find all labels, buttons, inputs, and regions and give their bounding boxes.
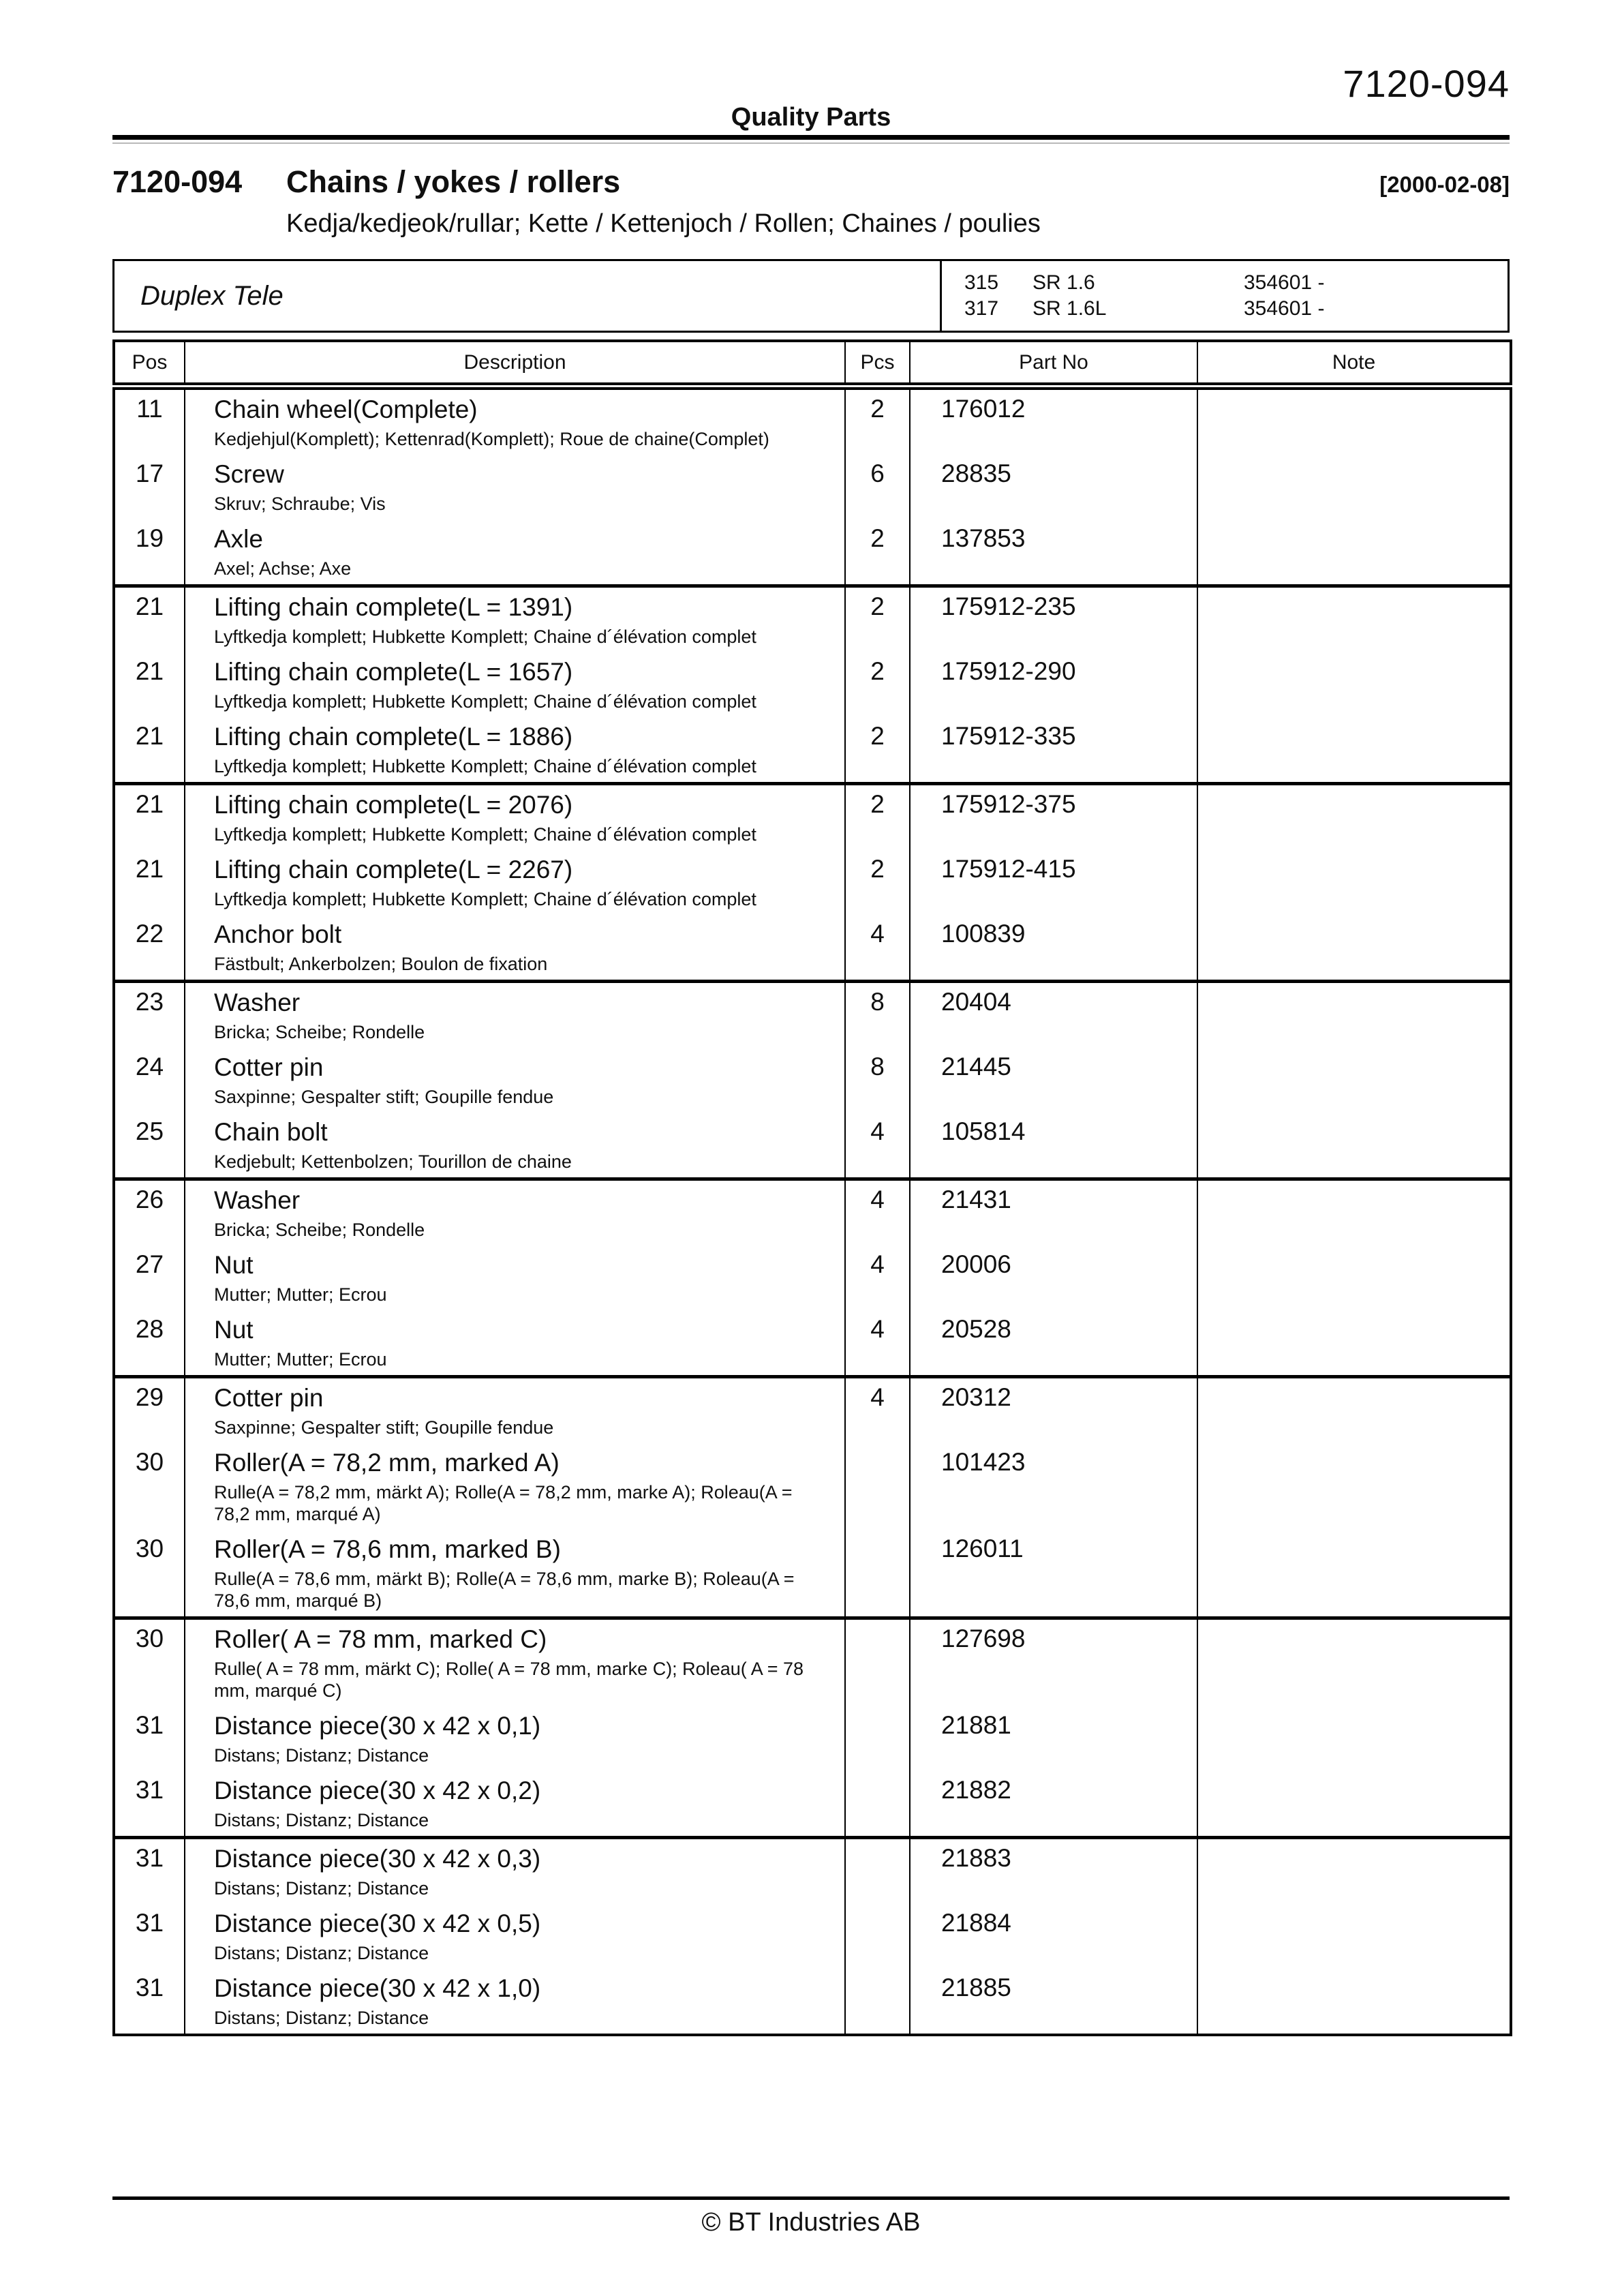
col-header-pos: Pos <box>114 341 185 387</box>
table-row <box>114 519 1511 586</box>
row-desc-cell <box>185 519 845 586</box>
header-rule-shadow <box>112 142 1510 144</box>
table-row <box>114 1618 1511 1707</box>
table-row <box>114 1245 1511 1310</box>
row-description: Lifting chain complete(L = 2267) <box>214 856 573 883</box>
row-partno: 175912-290 <box>910 652 1197 717</box>
row-description: Roller(A = 78,6 mm, marked B) <box>214 1535 561 1563</box>
table-row <box>114 1969 1511 2035</box>
row-note <box>1197 1771 1511 1838</box>
row-subdescription: Bricka; Scheibe; Rondelle <box>214 1022 425 1042</box>
section-title-row <box>112 164 1510 200</box>
model-row <box>964 296 1508 322</box>
row-partno: 21882 <box>910 1771 1197 1838</box>
model-type: SR 1.6L <box>1032 297 1107 320</box>
row-pos: 24 <box>135 1053 164 1081</box>
row-pcs: 4 <box>845 1245 910 1310</box>
row-partno: 21431 <box>910 1179 1197 1246</box>
table-row <box>114 850 1511 915</box>
row-group <box>114 1377 1511 1618</box>
table-row <box>114 982 1511 1048</box>
row-note <box>1197 1443 1511 1530</box>
col-header-note: Note <box>1197 341 1511 387</box>
row-partno: 21445 <box>910 1048 1197 1113</box>
model-code: 317 <box>964 297 999 320</box>
row-desc-cell <box>185 1048 845 1113</box>
row-pos: 21 <box>135 855 164 883</box>
table-row <box>114 1377 1511 1444</box>
row-note <box>1197 1377 1511 1444</box>
table-row <box>114 586 1511 653</box>
row-desc-cell <box>185 717 845 784</box>
page-content <box>112 0 1510 2036</box>
row-note <box>1197 982 1511 1048</box>
row-partno: 127698 <box>910 1618 1197 1707</box>
row-desc-cell <box>185 387 845 455</box>
row-description: Cotter pin <box>214 1384 324 1412</box>
row-subdescription: Kedjehjul(Komplett); Kettenrad(Komplett); Roue de chaine(Complet) <box>214 429 769 449</box>
row-partno: 100839 <box>910 915 1197 982</box>
row-pcs <box>845 1969 910 2035</box>
model-serial: 354601 - <box>1244 271 1325 294</box>
row-desc-cell <box>185 784 845 851</box>
row-description: Washer <box>214 988 301 1016</box>
row-partno: 175912-335 <box>910 717 1197 784</box>
row-pcs <box>845 1904 910 1969</box>
row-subdescription: Lyftkedja komplett; Hubkette Komplett; Chaine d´élévation complet <box>214 824 756 845</box>
row-pos: 17 <box>135 459 164 487</box>
row-description: Nut <box>214 1251 254 1279</box>
row-pos: 31 <box>135 1711 164 1739</box>
section-date: [2000-02-08] <box>1379 172 1510 197</box>
row-note <box>1197 1179 1511 1246</box>
row-subdescription: Saxpinne; Gespalter stift; Goupille fendue <box>214 1087 554 1107</box>
row-description: Washer <box>214 1186 301 1214</box>
row-subdescription: Mutter; Mutter; Ecrou <box>214 1349 387 1370</box>
row-desc-cell <box>185 652 845 717</box>
table-row <box>114 455 1511 519</box>
row-note <box>1197 652 1511 717</box>
row-pos: 25 <box>135 1117 164 1145</box>
row-desc-cell <box>185 1245 845 1310</box>
table-row <box>114 1838 1511 1905</box>
section-subtitle: Kedja/kedjeok/rullar; Kette / Kettenjoch / Rollen; Chaines / poulies <box>286 209 1041 238</box>
section-code: 7120-094 <box>112 164 243 199</box>
row-pcs: 2 <box>845 519 910 586</box>
row-note <box>1197 1245 1511 1310</box>
row-description: Screw <box>214 460 284 488</box>
row-note <box>1197 915 1511 982</box>
row-note <box>1197 1530 1511 1618</box>
model-row <box>964 270 1508 296</box>
row-pos: 31 <box>114 1838 185 1905</box>
row-partno: 137853 <box>910 519 1197 586</box>
table-row <box>114 1113 1511 1179</box>
row-pcs: 4 <box>845 1377 910 1444</box>
row-pos: 21 <box>135 657 164 685</box>
row-pos: 29 <box>114 1377 185 1444</box>
row-group <box>114 784 1511 982</box>
row-desc-cell <box>185 1377 845 1444</box>
row-pcs: 2 <box>845 850 910 915</box>
row-pcs <box>845 1706 910 1771</box>
row-subdescription: Distans; Distanz; Distance <box>214 1745 429 1766</box>
row-note <box>1197 1618 1511 1707</box>
row-note <box>1197 1048 1511 1113</box>
row-partno: 126011 <box>910 1530 1197 1618</box>
row-note <box>1197 1310 1511 1377</box>
page-footer <box>112 2196 1510 2237</box>
row-note <box>1197 387 1511 455</box>
row-desc-cell <box>185 850 845 915</box>
row-pos: 21 <box>114 586 185 653</box>
row-pos: 28 <box>135 1315 164 1343</box>
row-note <box>1197 519 1511 586</box>
row-subdescription: Fästbult; Ankerbolzen; Boulon de fixation <box>214 954 548 974</box>
row-note <box>1197 784 1511 851</box>
row-description: Cotter pin <box>214 1053 324 1081</box>
row-desc-cell <box>185 586 845 653</box>
row-partno: 21884 <box>910 1904 1197 1969</box>
row-pcs: 4 <box>845 1310 910 1377</box>
parts-table <box>112 339 1512 2036</box>
row-partno: 21883 <box>910 1838 1197 1905</box>
row-subdescription: Lyftkedja komplett; Hubkette Komplett; Chaine d´élévation complet <box>214 756 756 776</box>
row-desc-cell <box>185 1706 845 1771</box>
row-description: Distance piece(30 x 42 x 0,5) <box>214 1909 541 1937</box>
row-description: Roller(A = 78,2 mm, marked A) <box>214 1449 560 1477</box>
row-subdescription: Saxpinne; Gespalter stift; Goupille fendue <box>214 1417 554 1438</box>
row-pos: 11 <box>114 387 185 455</box>
row-pos: 31 <box>135 1909 164 1937</box>
row-description: Lifting chain complete(L = 1886) <box>214 723 573 751</box>
row-partno: 176012 <box>910 387 1197 455</box>
row-note <box>1197 850 1511 915</box>
row-pcs: 4 <box>845 1179 910 1246</box>
row-subdescription: Kedjebult; Kettenbolzen; Tourillon de chaine <box>214 1151 572 1172</box>
row-partno: 20006 <box>910 1245 1197 1310</box>
table-row <box>114 1771 1511 1838</box>
row-partno: 20404 <box>910 982 1197 1048</box>
row-note <box>1197 586 1511 653</box>
row-pcs <box>845 1443 910 1530</box>
row-subdescription: Distans; Distanz; Distance <box>214 1810 429 1830</box>
row-desc-cell <box>185 915 845 982</box>
row-note <box>1197 1838 1511 1905</box>
row-desc-cell <box>185 1904 845 1969</box>
row-desc-cell <box>185 1530 845 1618</box>
row-pcs: 2 <box>845 387 910 455</box>
brand-title: Quality Parts <box>731 103 891 132</box>
row-partno: 175912-235 <box>910 586 1197 653</box>
row-partno: 175912-375 <box>910 784 1197 851</box>
row-desc-cell <box>185 1179 845 1246</box>
row-description: Lifting chain complete(L = 2076) <box>214 791 573 819</box>
row-description: Chain wheel(Complete) <box>214 395 478 423</box>
row-group <box>114 1838 1511 2036</box>
row-partno: 21885 <box>910 1969 1197 2035</box>
row-partno: 21881 <box>910 1706 1197 1771</box>
row-subdescription: Distans; Distanz; Distance <box>214 1878 429 1899</box>
row-description: Distance piece(30 x 42 x 0,3) <box>214 1845 541 1873</box>
row-pos: 31 <box>135 1776 164 1804</box>
model-type: SR 1.6 <box>1032 271 1095 294</box>
row-note <box>1197 1904 1511 1969</box>
row-pos: 23 <box>114 982 185 1048</box>
table-row <box>114 1706 1511 1771</box>
row-pcs: 2 <box>845 717 910 784</box>
row-desc-cell <box>185 1443 845 1530</box>
row-pos: 31 <box>135 1974 164 2002</box>
col-header-description: Description <box>185 341 845 387</box>
row-subdescription: Rulle( A = 78 mm, märkt C); Rolle( A = 78 mm, marke C); Roleau( A = 78 mm, marqué C) <box>214 1659 804 1701</box>
row-desc-cell <box>185 1310 845 1377</box>
row-desc-cell <box>185 1771 845 1838</box>
row-desc-cell <box>185 1618 845 1707</box>
row-pcs: 2 <box>845 652 910 717</box>
row-pos: 30 <box>135 1535 164 1562</box>
row-subdescription: Axel; Achse; Axe <box>214 558 352 579</box>
row-partno: 175912-415 <box>910 850 1197 915</box>
copyright-text: © BT Industries AB <box>701 2208 921 2237</box>
table-row <box>114 387 1511 455</box>
header-rule <box>112 135 1510 140</box>
model-list <box>942 261 1508 331</box>
row-group <box>114 1179 1511 1377</box>
row-pos: 30 <box>135 1448 164 1476</box>
table-row <box>114 1048 1511 1113</box>
row-partno: 105814 <box>910 1113 1197 1179</box>
row-description: Axle <box>214 525 263 553</box>
table-row <box>114 784 1511 851</box>
row-pcs: 8 <box>845 982 910 1048</box>
row-desc-cell <box>185 455 845 519</box>
row-pos: 21 <box>114 784 185 851</box>
row-group <box>114 387 1511 586</box>
section-title: Chains / yokes / rollers <box>286 164 621 199</box>
row-description: Nut <box>214 1316 254 1344</box>
row-note <box>1197 455 1511 519</box>
row-subdescription: Rulle(A = 78,2 mm, märkt A); Rolle(A = 78,2 mm, marke A); Roleau(A = 78,2 mm, marqué A) <box>214 1482 793 1524</box>
row-description: Distance piece(30 x 42 x 1,0) <box>214 1974 541 2002</box>
row-pcs <box>845 1530 910 1618</box>
row-partno: 20312 <box>910 1377 1197 1444</box>
col-header-partno: Part No <box>910 341 1197 387</box>
row-subdescription: Lyftkedja komplett; Hubkette Komplett; Chaine d´élévation complet <box>214 691 756 712</box>
table-row <box>114 717 1511 784</box>
row-desc-cell <box>185 1969 845 2035</box>
col-header-pcs: Pcs <box>845 341 910 387</box>
table-row <box>114 1179 1511 1246</box>
model-code: 315 <box>964 271 999 294</box>
row-description: Lifting chain complete(L = 1657) <box>214 658 573 686</box>
row-subdescription: Lyftkedja komplett; Hubkette Komplett; Chaine d´élévation complet <box>214 889 756 909</box>
row-note <box>1197 1113 1511 1179</box>
row-subdescription: Bricka; Scheibe; Rondelle <box>214 1220 425 1240</box>
model-serial: 354601 - <box>1244 297 1325 320</box>
row-group <box>114 586 1511 784</box>
table-header <box>114 341 1511 387</box>
row-pos: 26 <box>114 1179 185 1246</box>
row-subdescription: Mutter; Mutter; Ecrou <box>214 1284 387 1305</box>
page-header <box>112 0 1510 135</box>
row-description: Lifting chain complete(L = 1391) <box>214 593 573 621</box>
table-row <box>114 652 1511 717</box>
row-pcs: 2 <box>845 784 910 851</box>
footer-rule <box>112 2196 1510 2200</box>
row-partno: 101423 <box>910 1443 1197 1530</box>
row-note <box>1197 717 1511 784</box>
row-description: Roller( A = 78 mm, marked C) <box>214 1625 547 1653</box>
row-pcs: 8 <box>845 1048 910 1113</box>
row-subdescription: Rulle(A = 78,6 mm, märkt B); Rolle(A = 78,6 mm, marke B); Roleau(A = 78,6 mm, marqué B) <box>214 1569 795 1611</box>
table-row <box>114 915 1511 982</box>
row-subdescription: Skruv; Schraube; Vis <box>214 494 386 514</box>
row-desc-cell <box>185 982 845 1048</box>
table-row <box>114 1530 1511 1618</box>
row-pcs: 4 <box>845 915 910 982</box>
row-pos: 22 <box>135 920 164 948</box>
row-description: Distance piece(30 x 42 x 0,1) <box>214 1712 541 1740</box>
row-pcs <box>845 1618 910 1707</box>
model-name: Duplex Tele <box>114 261 942 331</box>
row-subdescription: Distans; Distanz; Distance <box>214 1943 429 1963</box>
row-pcs: 4 <box>845 1113 910 1179</box>
row-partno: 20528 <box>910 1310 1197 1377</box>
row-desc-cell <box>185 1838 845 1905</box>
row-pcs <box>845 1838 910 1905</box>
row-pos: 19 <box>135 524 164 552</box>
row-pcs: 2 <box>845 586 910 653</box>
doc-code: 7120-094 <box>1343 62 1510 105</box>
model-box <box>112 259 1510 333</box>
row-note <box>1197 1969 1511 2035</box>
table-row <box>114 1310 1511 1377</box>
row-pos: 30 <box>114 1618 185 1707</box>
row-pos: 21 <box>135 722 164 750</box>
row-pcs <box>845 1771 910 1838</box>
row-description: Chain bolt <box>214 1118 328 1146</box>
row-pos: 27 <box>135 1250 164 1278</box>
row-note <box>1197 1706 1511 1771</box>
row-subdescription: Lyftkedja komplett; Hubkette Komplett; Chaine d´élévation complet <box>214 626 756 647</box>
row-subdescription: Distans; Distanz; Distance <box>214 2008 429 2028</box>
row-description: Anchor bolt <box>214 920 342 948</box>
table-row <box>114 1443 1511 1530</box>
row-group <box>114 982 1511 1179</box>
row-pcs: 6 <box>845 455 910 519</box>
row-desc-cell <box>185 1113 845 1179</box>
row-description: Distance piece(30 x 42 x 0,2) <box>214 1777 541 1804</box>
table-row <box>114 1904 1511 1969</box>
row-partno: 28835 <box>910 455 1197 519</box>
row-group <box>114 1618 1511 1838</box>
